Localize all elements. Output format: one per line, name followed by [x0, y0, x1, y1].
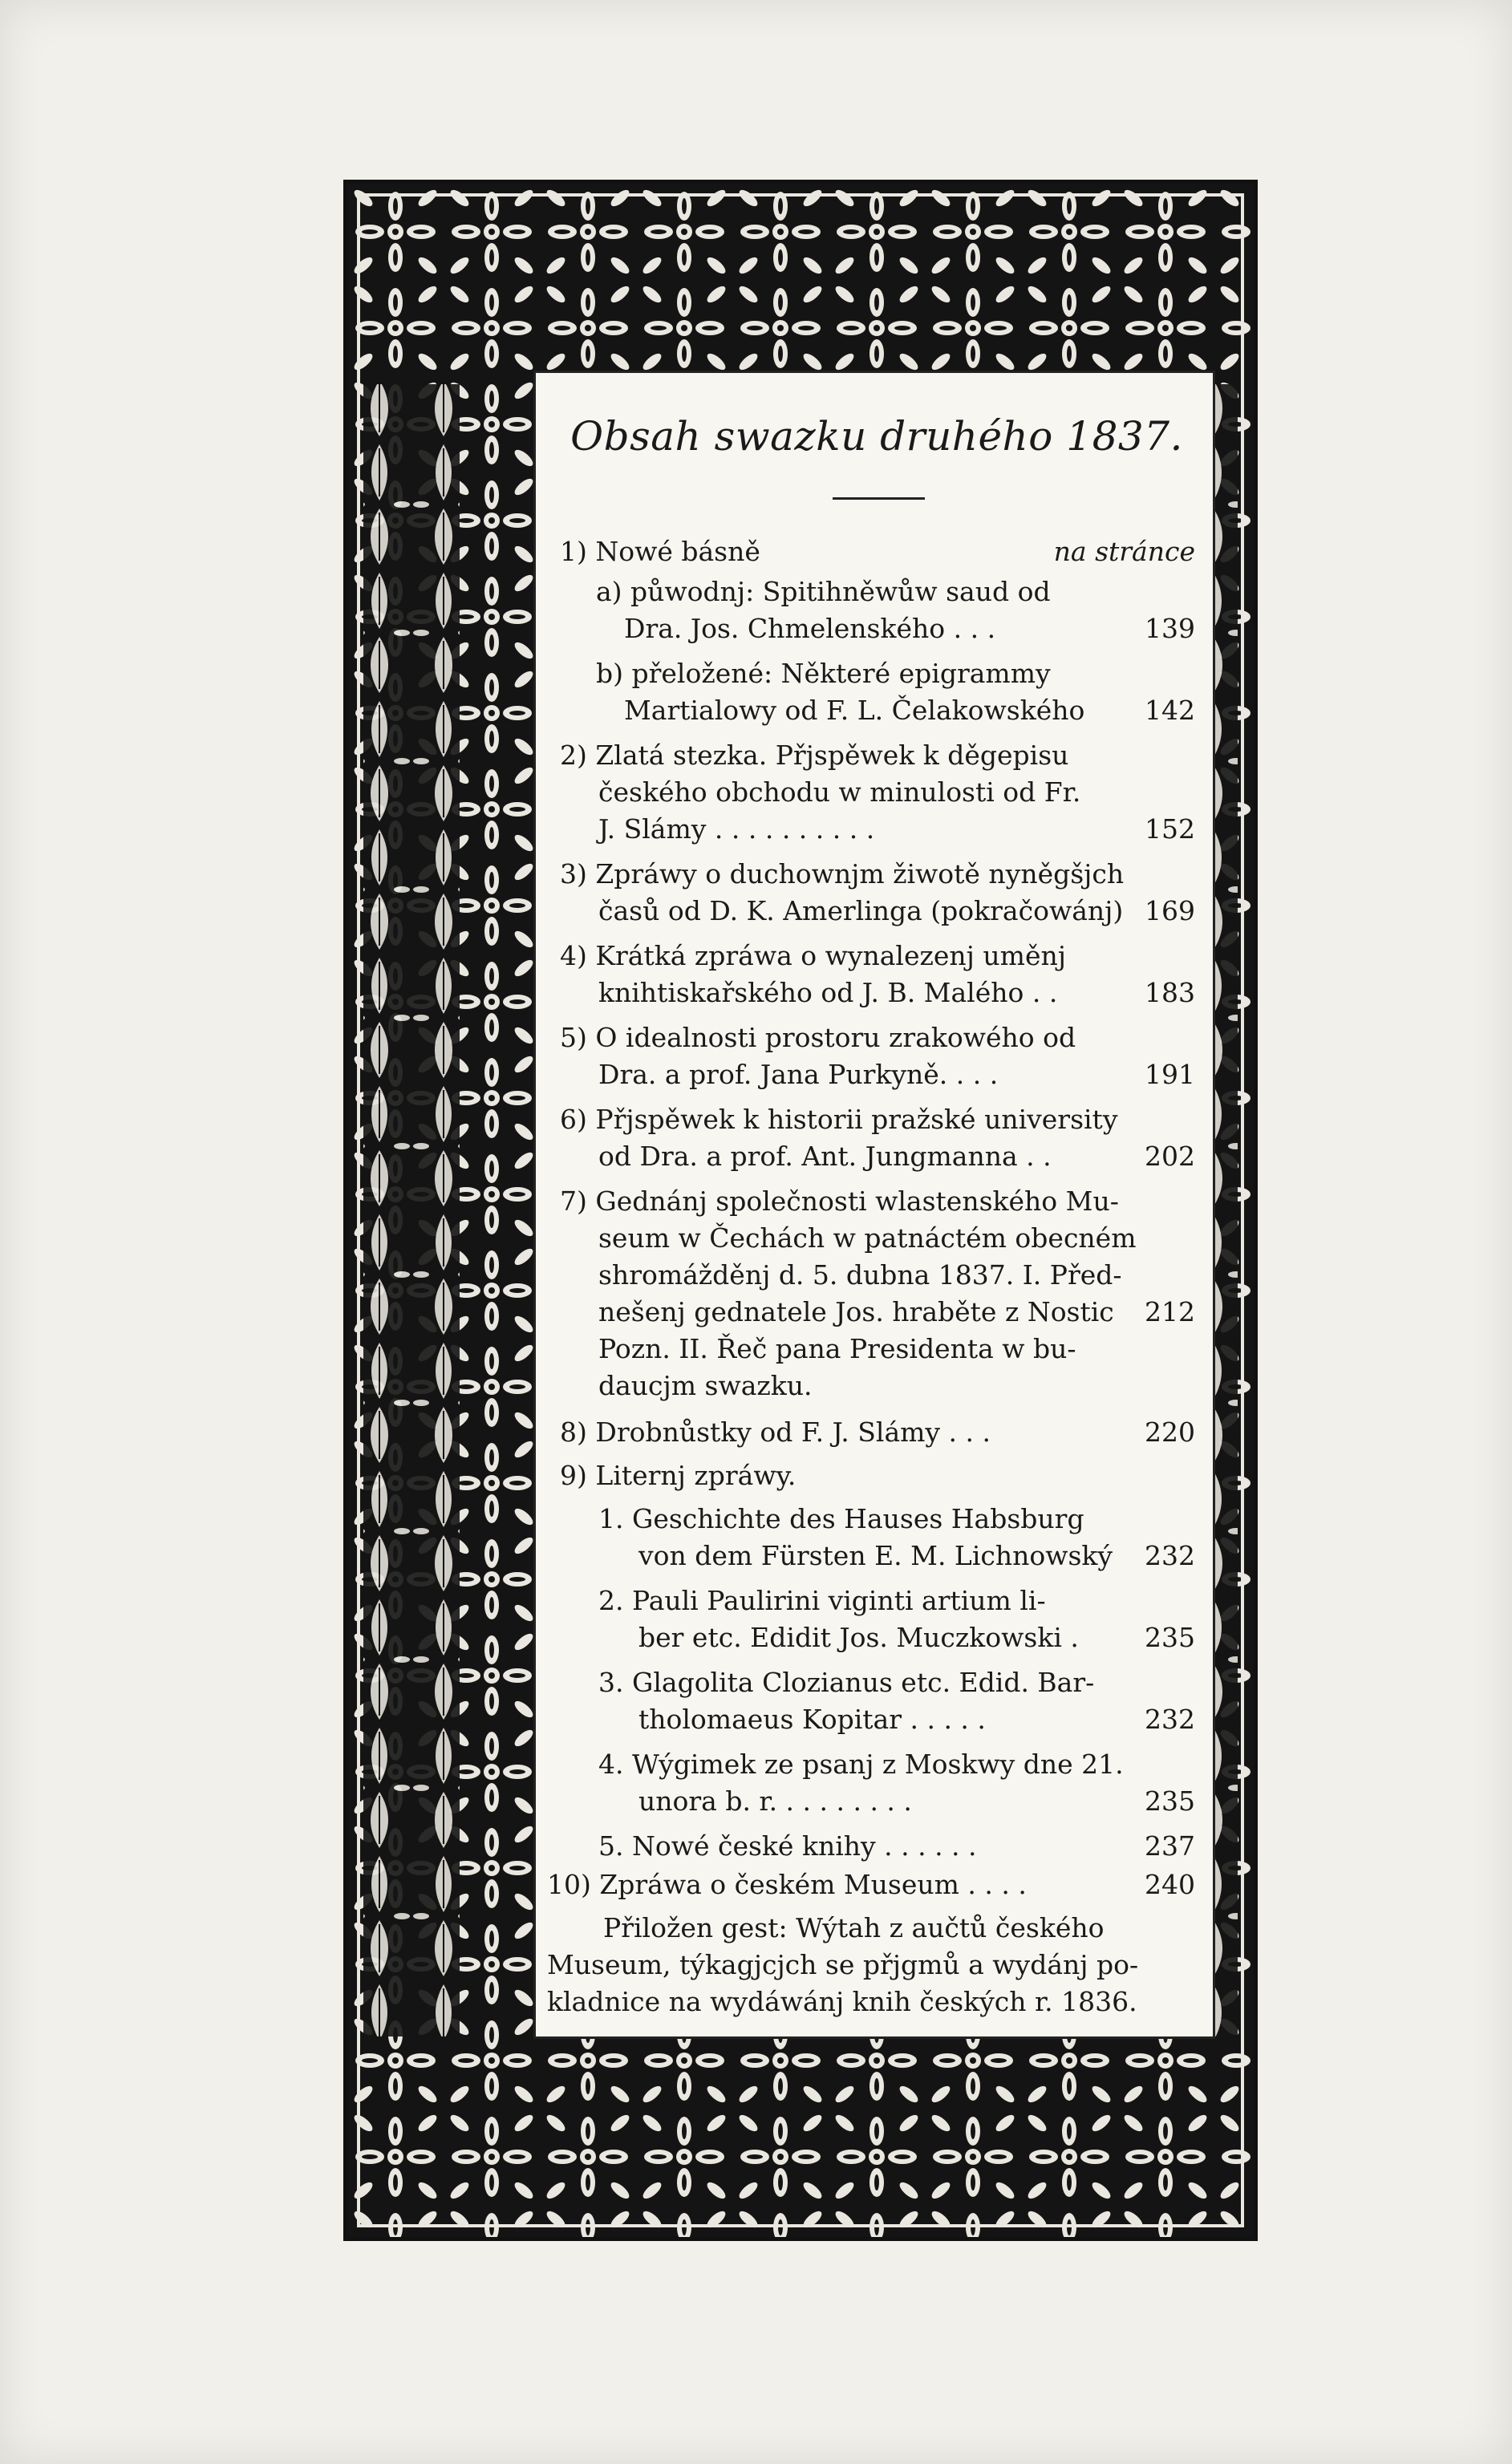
entry-line: 5. Nowé české knihy . . . . . .: [598, 1830, 977, 1862]
entry-line: 1. Geschichte des Hauses Habsburg: [598, 1503, 1084, 1534]
table-of-contents-panel: [533, 371, 1215, 2039]
entry-line: 2) Zlatá stezka. Přjspěwek k děgepisu: [560, 740, 1069, 771]
page-number: 169: [1145, 895, 1195, 926]
page-column-heading: na stránce: [1053, 536, 1195, 567]
entry-line: 6) Přjspěwek k historii pražské university: [560, 1104, 1118, 1135]
entry-line: 2. Pauli Paulirini viginti artium li-: [598, 1585, 1046, 1616]
entry-line: 8) Drobnůstky od F. J. Slámy . . .: [560, 1416, 991, 1448]
page-number: 235: [1145, 1622, 1195, 1653]
entry-line: Martialowy od F. L. Čelakowského: [624, 695, 1085, 726]
entry-line: b) přeložené: Některé epigrammy: [596, 658, 1051, 689]
note-line: Přiložen gest: Wýtah z aučtů českého: [603, 1912, 1105, 1943]
page-number: 152: [1145, 813, 1195, 845]
entry-line: 10) Zpráwa o českém Museum . . . .: [547, 1869, 1027, 1900]
page-title: Obsah swazku druhého 1837.: [570, 413, 1183, 460]
entry-line: 4. Wýgimek ze psanj z Moskwy dne 21.: [598, 1749, 1124, 1780]
supplement-note: [547, 1910, 1197, 2020]
entry-line: českého obchodu w minulosti od Fr.: [598, 776, 1081, 808]
entry-line: od Dra. a prof. Ant. Jungmanna . .: [598, 1141, 1052, 1172]
entry-line: daucjm swazku.: [598, 1370, 813, 1401]
page-number: 240: [1145, 1869, 1195, 1900]
page-number: 183: [1145, 977, 1195, 1008]
entry-line: 5) O idealnosti prostoru zrakowého od: [560, 1022, 1076, 1053]
note-line: kladnice na wydáwánj knih českých r. 1836.: [547, 1986, 1137, 2017]
page-number: 232: [1145, 1704, 1195, 1735]
page-number: 232: [1145, 1540, 1195, 1571]
title-divider: [833, 497, 925, 500]
entry-line: von dem Fürsten E. M. Lichnowský: [638, 1540, 1113, 1571]
page-number: 139: [1145, 613, 1195, 644]
entry-line: časů od D. K. Amerlinga (pokračowánj): [598, 895, 1124, 926]
page-number: 212: [1145, 1296, 1195, 1327]
entry-line: 3) Zpráwy o duchownjm žiwotě nyněgšjch: [560, 858, 1125, 890]
entry-line: Dra. a prof. Jana Purkyně. . . .: [598, 1059, 999, 1090]
entry-line: J. Slámy . . . . . . . . . .: [598, 813, 875, 845]
entry-line: 3. Glagolita Clozianus etc. Edid. Bar-: [598, 1667, 1095, 1698]
entry-line: knihtiskařského od J. B. Malého . .: [598, 977, 1058, 1008]
entry-line: Pozn. II. Řeč pana Presidenta w bu-: [598, 1333, 1076, 1364]
page-number: 202: [1145, 1141, 1195, 1172]
entry-line: unora b. r. . . . . . . . .: [638, 1785, 912, 1817]
entry-line: tholomaeus Kopitar . . . . .: [638, 1704, 986, 1735]
entry-line: seum w Čechách w patnáctém obecném: [598, 1222, 1137, 1254]
entry-line: 4) Krátká zpráwa o wynalezenj uměnj: [560, 940, 1066, 971]
entry-line: a) půwodnj: Spitihněwůw saud od: [596, 576, 1051, 607]
entry-line: 9) Liternj zpráwy.: [560, 1460, 797, 1491]
entry-line: Dra. Jos. Chmelenského . . .: [624, 613, 996, 644]
entry-line: 7) Gednánj společnosti wlastenského Mu-: [560, 1185, 1119, 1217]
page-number: 237: [1145, 1830, 1195, 1862]
section-1-heading: 1) Nowé básně: [560, 536, 760, 567]
page-number: 220: [1145, 1416, 1195, 1448]
entry-line: shromážděnj d. 5. dubna 1837. I. Před-: [598, 1259, 1122, 1291]
page-number: 142: [1145, 695, 1195, 726]
entry-line: ber etc. Edidit Jos. Muczkowski .: [638, 1622, 1079, 1653]
page-number: 235: [1145, 1785, 1195, 1817]
entry-line: nešenj gednatele Jos. hraběte z Nostic: [598, 1296, 1114, 1327]
note-line: Museum, týkagjcjch se přjgmů a wydánj po-: [547, 1949, 1139, 1980]
page-number: 191: [1145, 1059, 1195, 1090]
